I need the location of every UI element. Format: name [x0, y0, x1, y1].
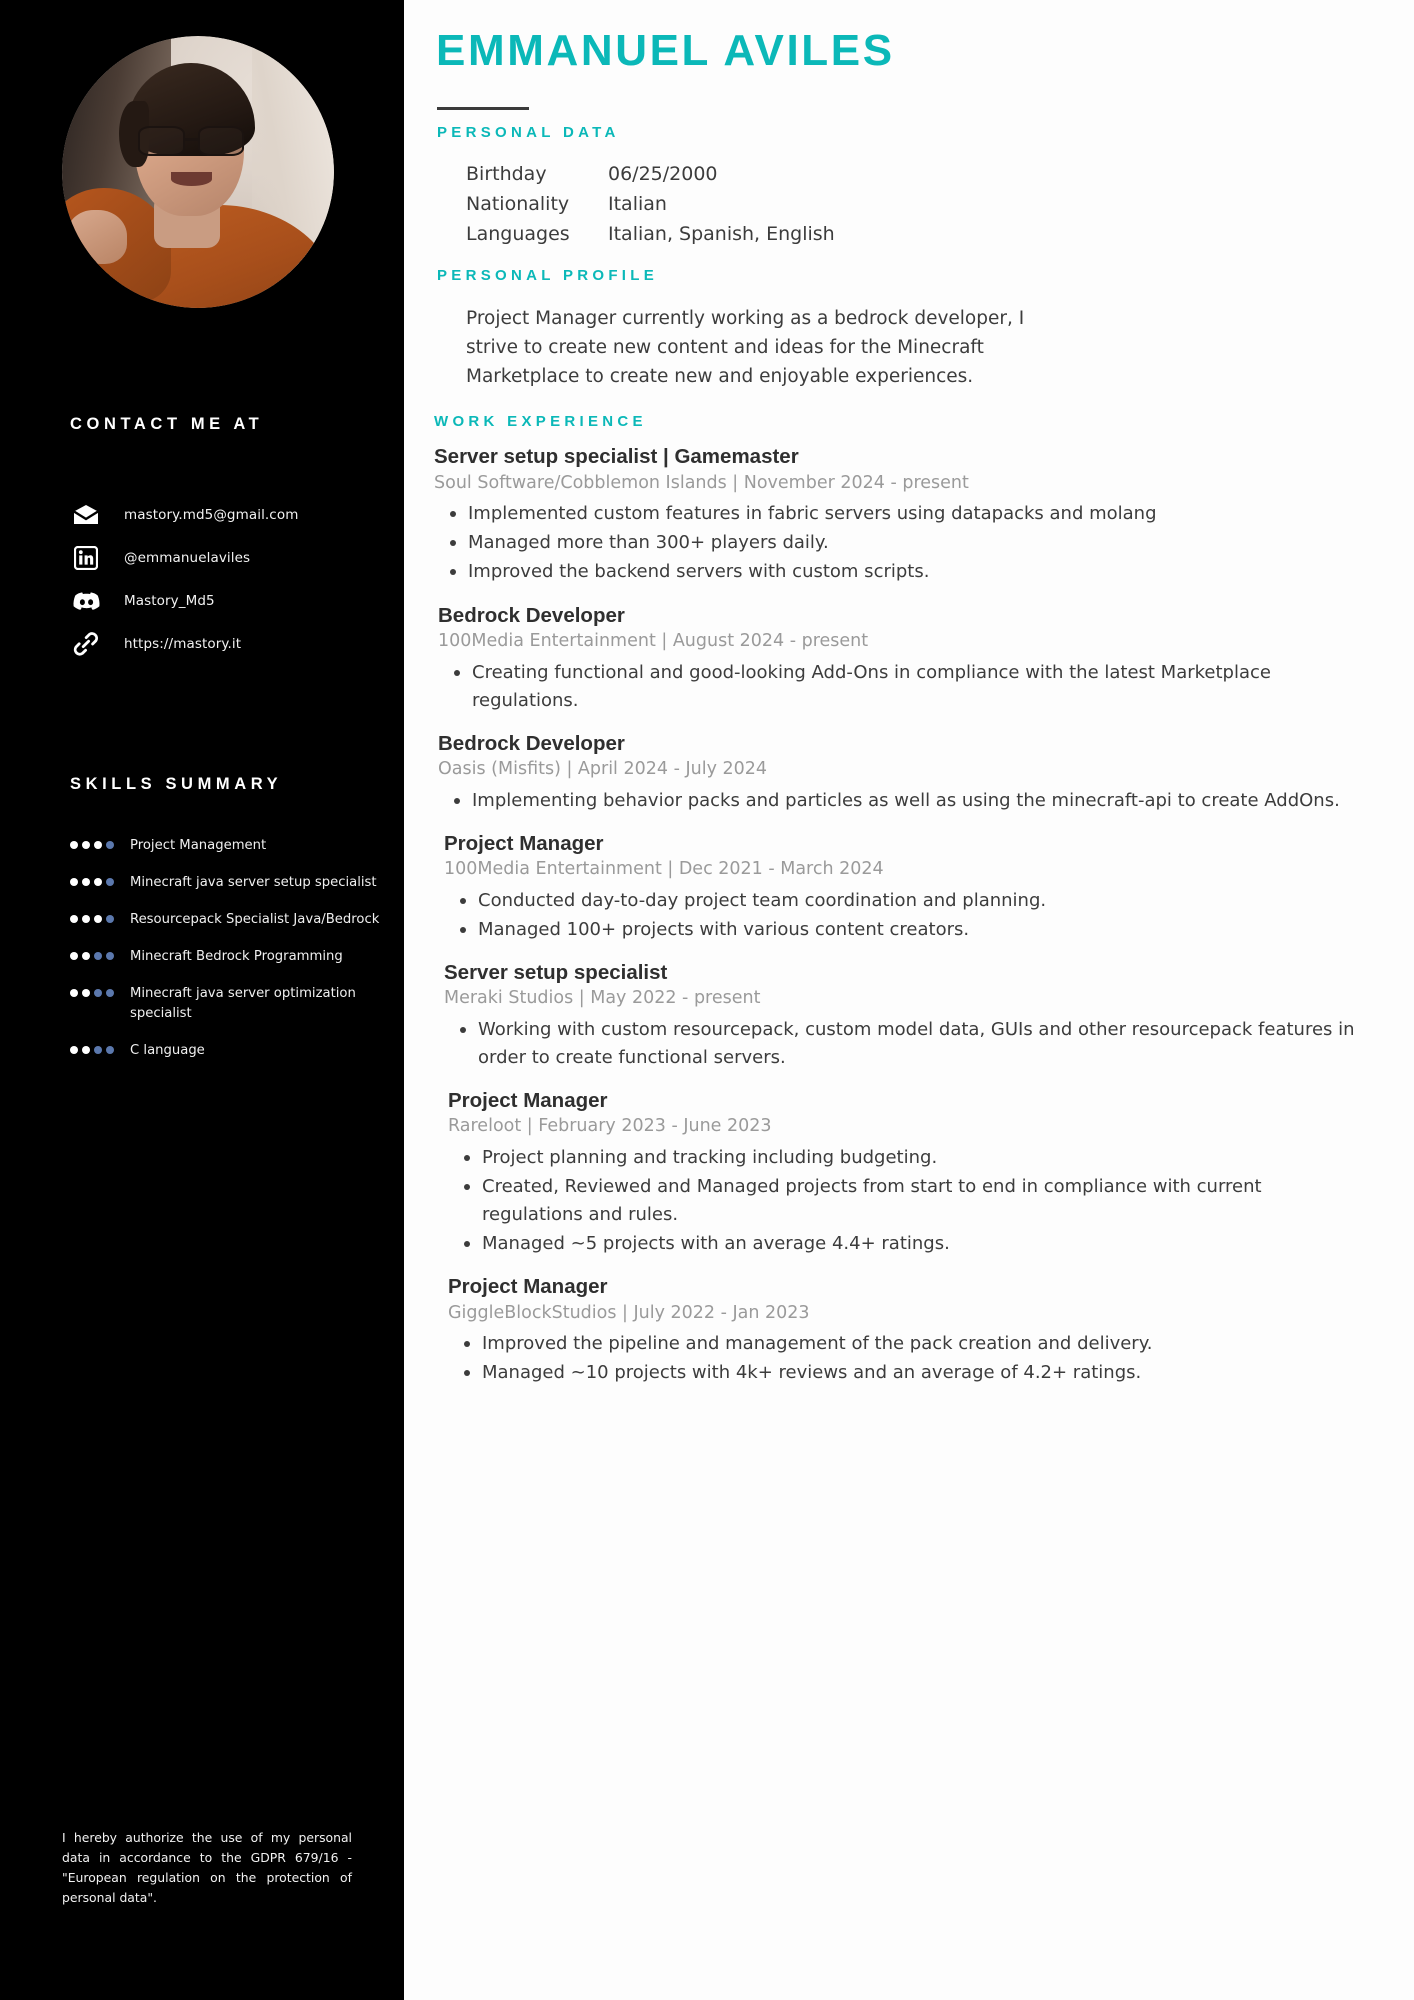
job-entry	[434, 1088, 1362, 1258]
job-bullet: Conducted day-to-day project team coordination and planning.	[444, 887, 1362, 915]
skills-heading: SKILLS SUMMARY	[70, 775, 283, 793]
avatar	[62, 36, 334, 308]
job-title: Project Manager	[448, 1089, 608, 1112]
skill-rating-dots	[70, 984, 126, 997]
job-title: Bedrock Developer	[438, 603, 625, 627]
job-bullet-list	[438, 787, 1362, 815]
job-bullet: Implemented custom features in fabric servers using datapacks and molang	[434, 500, 1362, 528]
photo-glasses	[138, 126, 244, 156]
skill-item	[70, 873, 400, 893]
personal-data-row	[466, 219, 1362, 249]
job-entry	[434, 731, 1362, 815]
contact-list	[70, 496, 390, 663]
photo-mouth	[171, 172, 212, 186]
skill-dot-filled	[82, 841, 90, 849]
job-bullet: Managed more than 300+ players daily.	[434, 529, 1362, 557]
skill-dot-empty	[94, 989, 102, 997]
skill-dot-empty	[106, 989, 114, 997]
personal-data-value: Italian	[608, 192, 667, 215]
skill-dot-empty	[106, 1046, 114, 1054]
personal-data-heading: PERSONAL DATA	[437, 123, 620, 141]
job-bullet: Managed ~10 projects with 4k+ reviews and an average of 4.2+ ratings.	[448, 1359, 1362, 1387]
discord-icon	[70, 585, 102, 617]
skill-rating-dots	[70, 947, 126, 960]
job-bullet: Created, Reviewed and Managed projects from start to end in compliance with current regulations and rules.	[448, 1173, 1362, 1229]
skill-label: Project Management	[130, 838, 267, 853]
skill-dot-filled	[82, 1046, 90, 1054]
skill-dot-filled	[70, 952, 78, 960]
contact-heading: CONTACT ME AT	[70, 415, 264, 433]
glasses-bridge	[185, 138, 198, 141]
job-meta: Soul Software/Cobblemon Islands | November 2024 - present	[434, 472, 969, 493]
job-title: Bedrock Developer	[438, 731, 625, 755]
skill-dot-empty	[94, 1046, 102, 1054]
job-title: Project Manager	[448, 1275, 608, 1299]
contact-section	[70, 415, 390, 668]
sidebar	[0, 0, 404, 2000]
skill-label: Minecraft java server setup specialist	[130, 875, 377, 891]
job-bullet-list	[448, 1330, 1362, 1387]
contact-item-website[interactable]	[70, 625, 390, 663]
job-entry	[434, 960, 1362, 1072]
skill-rating-dots	[70, 836, 126, 849]
contact-discord-value: Mastory_Md5	[124, 593, 215, 609]
glasses-lens-right	[198, 126, 245, 156]
skill-dot-filled	[82, 989, 90, 997]
skill-dot-empty	[106, 878, 114, 886]
job-meta: Meraki Studios | May 2022 - present	[444, 988, 761, 1009]
skill-dot-filled	[94, 841, 102, 849]
skill-dot-filled	[70, 878, 78, 886]
skill-label: C language	[130, 1043, 205, 1059]
skill-dot-filled	[94, 915, 102, 923]
contact-linkedin-value: @emmanuelaviles	[124, 550, 251, 566]
glasses-lens-left	[138, 126, 185, 156]
skill-label: Minecraft Bedrock Programming	[130, 949, 343, 965]
job-meta: GiggleBlockStudios | July 2022 - Jan 2023	[448, 1302, 810, 1323]
skill-dot-filled	[82, 915, 90, 923]
skill-dot-empty	[94, 952, 102, 960]
email-icon	[70, 499, 102, 531]
link-icon	[70, 628, 102, 660]
personal-data-row	[466, 159, 1362, 189]
contact-item-linkedin[interactable]	[70, 539, 390, 577]
job-entry	[434, 831, 1362, 944]
personal-data-key: Languages	[466, 222, 570, 245]
skill-item	[70, 836, 400, 856]
job-bullet: Improved the pipeline and management of the pack creation and delivery.	[448, 1330, 1362, 1358]
personal-data-row	[466, 189, 1362, 219]
job-bullet: Implementing behavior packs and particles as well as using the minecraft-api to create AddOns.	[438, 787, 1362, 815]
contact-website-value: https://mastory.it	[124, 636, 242, 652]
job-bullet-list	[434, 500, 1362, 586]
main-content	[404, 0, 1414, 2000]
job-bullet: Managed 100+ projects with various content creators.	[444, 916, 1362, 944]
skill-dot-filled	[82, 952, 90, 960]
job-bullet-list	[448, 1144, 1362, 1258]
job-meta: 100Media Entertainment | August 2024 - present	[438, 630, 869, 651]
job-entry	[434, 603, 1362, 715]
skill-item	[70, 1041, 400, 1061]
skill-rating-dots	[70, 910, 126, 923]
skill-label: Resourcepack Specialist Java/Bedrock	[130, 912, 380, 928]
personal-data-key: Nationality	[466, 192, 570, 215]
personal-data-key: Birthday	[466, 162, 547, 185]
skill-item	[70, 984, 400, 1024]
skill-item	[70, 947, 400, 967]
job-bullet: Improved the backend servers with custom scripts.	[434, 558, 1362, 586]
personal-data-value: Italian, Spanish, English	[608, 222, 835, 245]
skill-dot-empty	[106, 841, 114, 849]
skill-dot-filled	[70, 989, 78, 997]
personal-profile-heading: PERSONAL PROFILE	[437, 266, 659, 284]
job-bullet: Creating functional and good-looking Add-Ons in compliance with the latest Marketplace regulations.	[438, 659, 1362, 715]
job-entry	[434, 444, 1362, 586]
skill-rating-dots	[70, 873, 126, 886]
skill-dot-empty	[106, 915, 114, 923]
job-meta: Rareloot | February 2023 - June 2023	[448, 1116, 772, 1137]
page-title: EMMANUEL AVILES	[436, 26, 895, 75]
job-bullet-list	[438, 659, 1362, 715]
skill-dot-empty	[106, 952, 114, 960]
job-title: Server setup specialist | Gamemaster	[434, 445, 799, 469]
skill-item	[70, 910, 400, 930]
skill-dot-filled	[70, 915, 78, 923]
contact-item-email[interactable]	[70, 496, 390, 534]
skill-label: Minecraft java server optimization specialist	[130, 986, 356, 1022]
linkedin-icon	[70, 542, 102, 574]
job-entry	[434, 1274, 1362, 1387]
skills-section	[70, 775, 400, 1078]
job-bullet: Working with custom resourcepack, custom model data, GUIs and other resourcepack features in order to create functional servers.	[444, 1016, 1362, 1072]
title-divider	[437, 107, 529, 110]
skill-dot-filled	[70, 1046, 78, 1054]
job-bullet: Project planning and tracking including budgeting.	[448, 1144, 1362, 1172]
contact-email-value: mastory.md5@gmail.com	[124, 507, 299, 523]
portrait-photo	[62, 36, 334, 308]
skill-dot-filled	[82, 878, 90, 886]
skill-rating-dots	[70, 1041, 126, 1054]
job-bullet: Managed ~5 projects with an average 4.4+ ratings.	[448, 1230, 1362, 1258]
work-experience-heading: WORK EXPERIENCE	[434, 413, 647, 431]
personal-data-value: 06/25/2000	[608, 162, 718, 185]
contact-item-discord[interactable]	[70, 582, 390, 620]
personal-data-table	[466, 159, 1362, 249]
job-bullet-list	[444, 1016, 1362, 1072]
personal-profile-text: Project Manager currently working as a bedrock developer, I strive to create new content and ideas for the Minecraft Marketplace to create new and enjoyable experiences.	[466, 307, 1025, 388]
skill-dot-filled	[94, 878, 102, 886]
job-title: Server setup specialist	[444, 960, 668, 984]
gdpr-notice: I hereby authorize the use of my personal data in accordance to the GDPR 679/16 - "European regulation on the protection of personal data".	[62, 1830, 352, 1906]
job-title: Project Manager	[444, 831, 604, 855]
job-meta: Oasis (Misfits) | April 2024 - July 2024	[438, 758, 768, 779]
work-experience-list	[434, 444, 1362, 1387]
skill-dot-filled	[70, 841, 78, 849]
skills-list	[70, 836, 400, 1061]
job-bullet-list	[444, 887, 1362, 944]
job-meta: 100Media Entertainment | Dec 2021 - March 2024	[444, 858, 884, 879]
